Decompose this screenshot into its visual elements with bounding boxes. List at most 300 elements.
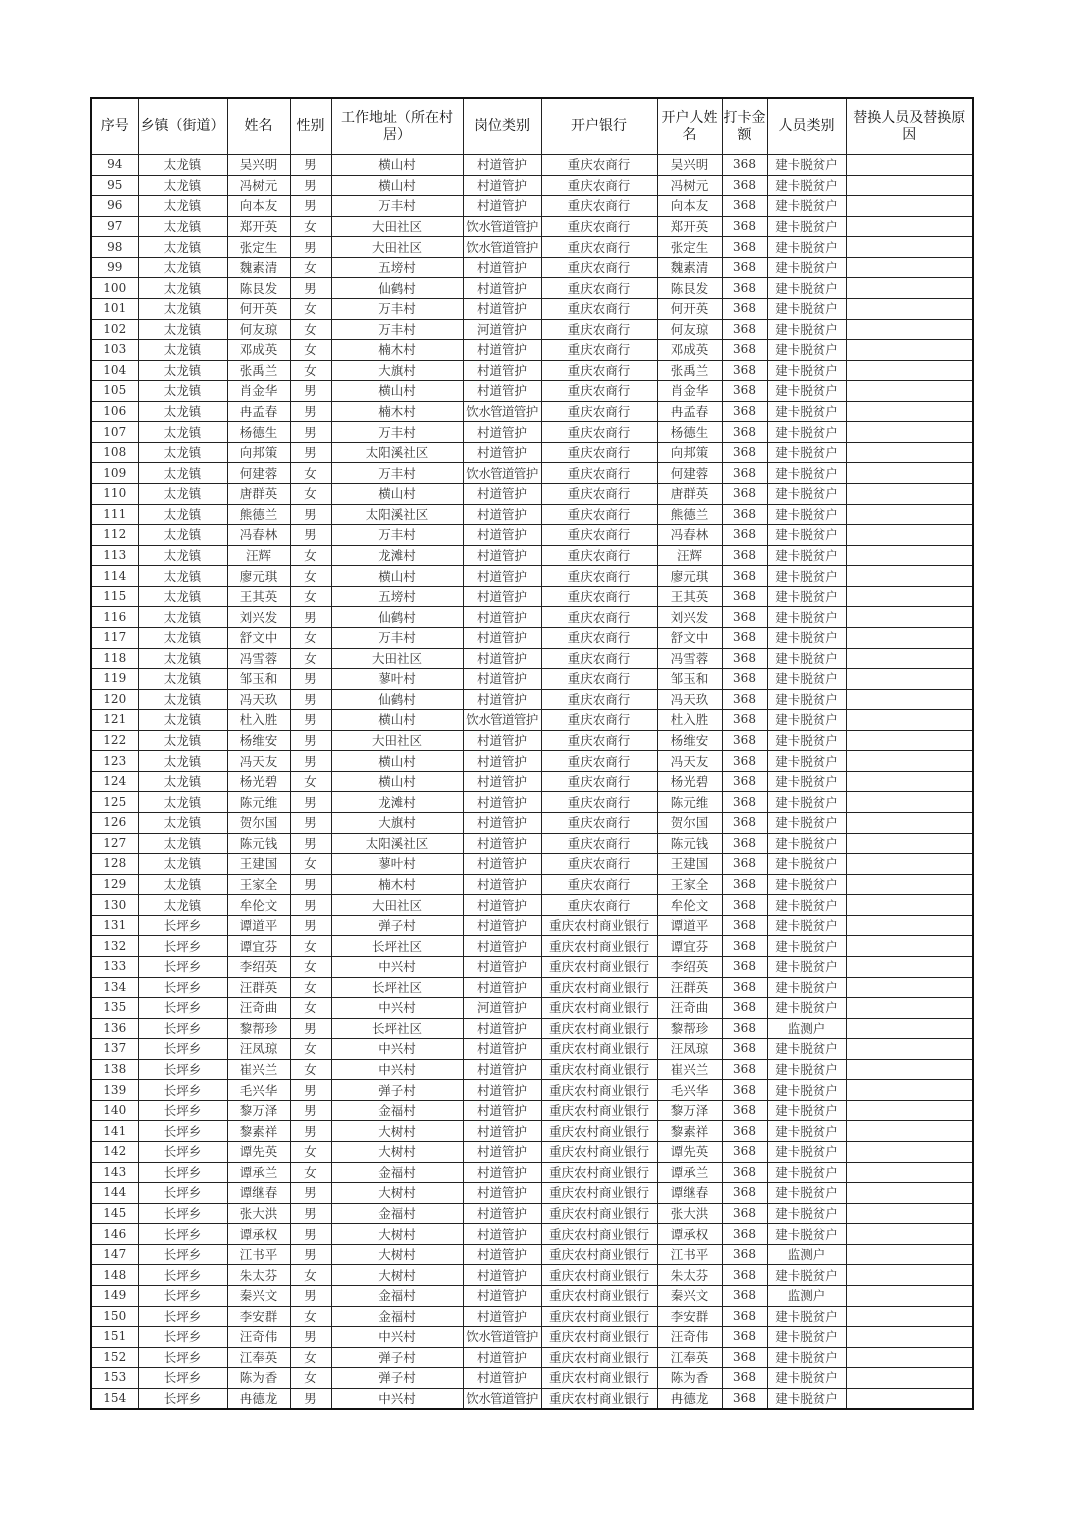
cell-seq: 130 [91, 895, 138, 916]
table-row [91, 936, 973, 957]
cell-gender: 女 [290, 854, 331, 875]
cell-replacement [846, 1244, 973, 1265]
cell-work-address: 仙鹤村 [331, 607, 463, 628]
cell-amount: 368 [722, 1080, 767, 1101]
cell-name: 王其英 [227, 586, 290, 607]
cell-post-type: 村道管护 [463, 854, 541, 875]
cell-replacement [846, 792, 973, 813]
cell-seq: 151 [91, 1327, 138, 1348]
cell-amount: 368 [722, 813, 767, 834]
cell-person-type: 建卡脱贫户 [767, 1203, 846, 1224]
cell-account-holder: 王建国 [657, 854, 722, 875]
cell-town: 太龙镇 [138, 669, 227, 690]
cell-replacement [846, 689, 973, 710]
cell-seq: 126 [91, 813, 138, 834]
cell-seq: 141 [91, 1121, 138, 1142]
cell-post-type: 村道管护 [463, 1203, 541, 1224]
cell-bank: 重庆农商行 [541, 422, 657, 443]
table-row [91, 1347, 973, 1368]
cell-amount: 368 [722, 319, 767, 340]
cell-post-type: 河道管护 [463, 319, 541, 340]
cell-replacement [846, 833, 973, 854]
cell-seq: 97 [91, 216, 138, 237]
cell-seq: 154 [91, 1388, 138, 1409]
cell-town: 太龙镇 [138, 278, 227, 299]
table-row [91, 278, 973, 299]
cell-amount: 368 [722, 1018, 767, 1039]
table-row [91, 566, 973, 587]
cell-bank: 重庆农村商业银行 [541, 1162, 657, 1183]
table-row [91, 422, 973, 443]
cell-account-holder: 汪群英 [657, 977, 722, 998]
cell-account-holder: 谭承权 [657, 1224, 722, 1245]
cell-replacement [846, 1347, 973, 1368]
cell-replacement [846, 175, 973, 196]
cell-amount: 368 [722, 545, 767, 566]
cell-bank: 重庆农村商业银行 [541, 1018, 657, 1039]
cell-replacement [846, 936, 973, 957]
cell-name: 陈为香 [227, 1368, 290, 1389]
cell-name: 熊德兰 [227, 504, 290, 525]
cell-work-address: 中兴村 [331, 1388, 463, 1409]
cell-person-type: 建卡脱贫户 [767, 196, 846, 217]
cell-seq: 110 [91, 484, 138, 505]
cell-person-type: 建卡脱贫户 [767, 504, 846, 525]
table-row [91, 360, 973, 381]
cell-post-type: 村道管护 [463, 1368, 541, 1389]
cell-bank: 重庆农村商业银行 [541, 1039, 657, 1060]
cell-account-holder: 何友琼 [657, 319, 722, 340]
cell-bank: 重庆农商行 [541, 442, 657, 463]
cell-seq: 112 [91, 525, 138, 546]
cell-account-holder: 何建蓉 [657, 463, 722, 484]
cell-name: 杨光碧 [227, 771, 290, 792]
table-row [91, 1368, 973, 1389]
cell-person-type: 建卡脱贫户 [767, 689, 846, 710]
cell-account-holder: 王家全 [657, 874, 722, 895]
cell-replacement [846, 1265, 973, 1286]
cell-bank: 重庆农商行 [541, 648, 657, 669]
cell-gender: 男 [290, 792, 331, 813]
cell-seq: 115 [91, 586, 138, 607]
cell-account-holder: 江书平 [657, 1244, 722, 1265]
table-row [91, 340, 973, 361]
cell-name: 江奉英 [227, 1347, 290, 1368]
cell-account-holder: 江奉英 [657, 1347, 722, 1368]
cell-person-type: 建卡脱贫户 [767, 1142, 846, 1163]
cell-account-holder: 谭承兰 [657, 1162, 722, 1183]
cell-post-type: 村道管护 [463, 1162, 541, 1183]
cell-work-address: 大田社区 [331, 237, 463, 258]
cell-amount: 368 [722, 874, 767, 895]
cell-work-address: 龙滩村 [331, 545, 463, 566]
cell-seq: 140 [91, 1100, 138, 1121]
cell-gender: 男 [290, 1203, 331, 1224]
cell-account-holder: 冉孟春 [657, 401, 722, 422]
cell-post-type: 村道管护 [463, 360, 541, 381]
cell-seq: 108 [91, 442, 138, 463]
cell-account-holder: 吴兴明 [657, 155, 722, 176]
cell-account-holder: 李安群 [657, 1306, 722, 1327]
table-row [91, 463, 973, 484]
cell-work-address: 万丰村 [331, 525, 463, 546]
table-row [91, 1039, 973, 1060]
cell-seq: 117 [91, 627, 138, 648]
cell-account-holder: 汪奇伟 [657, 1327, 722, 1348]
cell-replacement [846, 1285, 973, 1306]
cell-bank: 重庆农村商业银行 [541, 1121, 657, 1142]
cell-work-address: 横山村 [331, 175, 463, 196]
cell-bank: 重庆农村商业银行 [541, 998, 657, 1019]
cell-account-holder: 邹玉和 [657, 669, 722, 690]
table-row [91, 1388, 973, 1409]
cell-replacement [846, 237, 973, 258]
cell-amount: 368 [722, 1039, 767, 1060]
cell-town: 太龙镇 [138, 422, 227, 443]
cell-gender: 女 [290, 1059, 331, 1080]
cell-person-type: 建卡脱贫户 [767, 895, 846, 916]
cell-gender: 男 [290, 175, 331, 196]
cell-bank: 重庆农商行 [541, 854, 657, 875]
cell-person-type: 建卡脱贫户 [767, 216, 846, 237]
cell-person-type: 建卡脱贫户 [767, 710, 846, 731]
cell-post-type: 村道管护 [463, 792, 541, 813]
table-row [91, 607, 973, 628]
cell-replacement [846, 1121, 973, 1142]
cell-person-type: 建卡脱贫户 [767, 1327, 846, 1348]
cell-seq: 124 [91, 771, 138, 792]
cell-town: 太龙镇 [138, 298, 227, 319]
cell-seq: 152 [91, 1347, 138, 1368]
cell-post-type: 村道管护 [463, 895, 541, 916]
cell-name: 黎万泽 [227, 1100, 290, 1121]
table-row [91, 854, 973, 875]
cell-person-type: 建卡脱贫户 [767, 1039, 846, 1060]
cell-town: 长坪乡 [138, 915, 227, 936]
cell-work-address: 横山村 [331, 566, 463, 587]
cell-gender: 女 [290, 1306, 331, 1327]
cell-work-address: 大树村 [331, 1121, 463, 1142]
cell-account-holder: 谭继春 [657, 1183, 722, 1204]
table-row [91, 1203, 973, 1224]
cell-gender: 男 [290, 442, 331, 463]
cell-town: 太龙镇 [138, 381, 227, 402]
cell-work-address: 横山村 [331, 751, 463, 772]
cell-gender: 男 [290, 1183, 331, 1204]
cell-account-holder: 秦兴文 [657, 1285, 722, 1306]
cell-seq: 125 [91, 792, 138, 813]
cell-amount: 368 [722, 833, 767, 854]
cell-gender: 男 [290, 1244, 331, 1265]
cell-amount: 368 [722, 977, 767, 998]
cell-bank: 重庆农商行 [541, 751, 657, 772]
cell-amount: 368 [722, 525, 767, 546]
cell-replacement [846, 1306, 973, 1327]
cell-bank: 重庆农商行 [541, 874, 657, 895]
cell-account-holder: 贺尔国 [657, 813, 722, 834]
cell-seq: 101 [91, 298, 138, 319]
cell-seq: 132 [91, 936, 138, 957]
cell-seq: 136 [91, 1018, 138, 1039]
table-row [91, 792, 973, 813]
table-row [91, 504, 973, 525]
cell-bank: 重庆农村商业银行 [541, 1285, 657, 1306]
cell-bank: 重庆农商行 [541, 175, 657, 196]
table-row [91, 298, 973, 319]
cell-name: 冯天友 [227, 751, 290, 772]
cell-town: 太龙镇 [138, 237, 227, 258]
cell-post-type: 村道管护 [463, 381, 541, 402]
cell-seq: 111 [91, 504, 138, 525]
cell-gender: 男 [290, 381, 331, 402]
cell-amount: 368 [722, 607, 767, 628]
cell-amount: 368 [722, 360, 767, 381]
cell-name: 黎帮珍 [227, 1018, 290, 1039]
cell-replacement [846, 956, 973, 977]
cell-bank: 重庆农商行 [541, 319, 657, 340]
cell-name: 邹玉和 [227, 669, 290, 690]
cell-seq: 148 [91, 1265, 138, 1286]
cell-person-type: 建卡脱贫户 [767, 1162, 846, 1183]
cell-seq: 143 [91, 1162, 138, 1183]
cell-post-type: 村道管护 [463, 278, 541, 299]
cell-seq: 109 [91, 463, 138, 484]
cell-amount: 368 [722, 771, 767, 792]
cell-bank: 重庆农村商业银行 [541, 1388, 657, 1409]
table-row [91, 627, 973, 648]
cell-replacement [846, 442, 973, 463]
cell-town: 太龙镇 [138, 525, 227, 546]
cell-town: 长坪乡 [138, 1224, 227, 1245]
cell-post-type: 村道管护 [463, 196, 541, 217]
cell-person-type: 监测户 [767, 1285, 846, 1306]
cell-town: 太龙镇 [138, 196, 227, 217]
cell-person-type: 建卡脱贫户 [767, 401, 846, 422]
cell-replacement [846, 278, 973, 299]
cell-name: 陈元维 [227, 792, 290, 813]
cell-person-type: 建卡脱贫户 [767, 175, 846, 196]
cell-person-type: 建卡脱贫户 [767, 1059, 846, 1080]
cell-town: 长坪乡 [138, 1203, 227, 1224]
cell-person-type: 建卡脱贫户 [767, 484, 846, 505]
cell-work-address: 长坪社区 [331, 936, 463, 957]
cell-amount: 368 [722, 936, 767, 957]
cell-bank: 重庆农商行 [541, 340, 657, 361]
cell-bank: 重庆农商行 [541, 813, 657, 834]
cell-post-type: 村道管护 [463, 545, 541, 566]
cell-gender: 女 [290, 360, 331, 381]
cell-account-holder: 冯春林 [657, 525, 722, 546]
table-row [91, 669, 973, 690]
cell-work-address: 大田社区 [331, 216, 463, 237]
cell-work-address: 金福村 [331, 1100, 463, 1121]
cell-name: 郑开英 [227, 216, 290, 237]
cell-name: 刘兴发 [227, 607, 290, 628]
cell-gender: 男 [290, 525, 331, 546]
cell-replacement [846, 1388, 973, 1409]
cell-work-address: 横山村 [331, 381, 463, 402]
cell-seq: 100 [91, 278, 138, 299]
table-row [91, 1183, 973, 1204]
cell-town: 太龙镇 [138, 175, 227, 196]
cell-seq: 123 [91, 751, 138, 772]
cell-seq: 94 [91, 155, 138, 176]
cell-name: 舒文中 [227, 627, 290, 648]
cell-work-address: 龙滩村 [331, 792, 463, 813]
cell-replacement [846, 771, 973, 792]
cell-person-type: 建卡脱贫户 [767, 1347, 846, 1368]
cell-name: 谭先英 [227, 1142, 290, 1163]
cell-replacement [846, 607, 973, 628]
table-row [91, 833, 973, 854]
cell-account-holder: 冯天玖 [657, 689, 722, 710]
cell-bank: 重庆农商行 [541, 401, 657, 422]
cell-gender: 女 [290, 298, 331, 319]
table-row [91, 956, 973, 977]
cell-town: 长坪乡 [138, 1018, 227, 1039]
cell-gender: 女 [290, 1142, 331, 1163]
header-bank: 开户银行 [541, 98, 657, 155]
cell-work-address: 太阳溪社区 [331, 504, 463, 525]
cell-account-holder: 郑开英 [657, 216, 722, 237]
cell-work-address: 万丰村 [331, 196, 463, 217]
cell-account-holder: 黎万泽 [657, 1100, 722, 1121]
cell-post-type: 村道管护 [463, 340, 541, 361]
cell-account-holder: 毛兴华 [657, 1080, 722, 1101]
table-row [91, 1121, 973, 1142]
cell-replacement [846, 895, 973, 916]
cell-gender: 女 [290, 586, 331, 607]
cell-person-type: 监测户 [767, 1244, 846, 1265]
cell-amount: 368 [722, 1265, 767, 1286]
cell-post-type: 村道管护 [463, 833, 541, 854]
cell-bank: 重庆农村商业银行 [541, 1142, 657, 1163]
cell-person-type: 建卡脱贫户 [767, 1265, 846, 1286]
cell-post-type: 村道管护 [463, 1265, 541, 1286]
cell-amount: 368 [722, 1327, 767, 1348]
cell-name: 李绍英 [227, 956, 290, 977]
cell-gender: 男 [290, 1100, 331, 1121]
cell-town: 太龙镇 [138, 689, 227, 710]
cell-person-type: 建卡脱贫户 [767, 340, 846, 361]
cell-account-holder: 冯雪蓉 [657, 648, 722, 669]
cell-seq: 144 [91, 1183, 138, 1204]
cell-town: 太龙镇 [138, 257, 227, 278]
cell-account-holder: 陈为香 [657, 1368, 722, 1389]
cell-work-address: 中兴村 [331, 1327, 463, 1348]
cell-person-type: 建卡脱贫户 [767, 833, 846, 854]
cell-replacement [846, 1368, 973, 1389]
cell-amount: 368 [722, 1388, 767, 1409]
cell-work-address: 万丰村 [331, 627, 463, 648]
cell-amount: 368 [722, 442, 767, 463]
cell-replacement [846, 319, 973, 340]
cell-gender: 男 [290, 669, 331, 690]
table-row [91, 730, 973, 751]
cell-seq: 128 [91, 854, 138, 875]
cell-name: 陈元钱 [227, 833, 290, 854]
cell-post-type: 村道管护 [463, 257, 541, 278]
cell-amount: 368 [722, 998, 767, 1019]
cell-work-address: 大树村 [331, 1183, 463, 1204]
cell-seq: 129 [91, 874, 138, 895]
cell-bank: 重庆农商行 [541, 545, 657, 566]
cell-post-type: 饮水管道管护 [463, 1327, 541, 1348]
cell-gender: 女 [290, 998, 331, 1019]
cell-replacement [846, 1142, 973, 1163]
cell-name: 唐群英 [227, 484, 290, 505]
cell-post-type: 村道管护 [463, 627, 541, 648]
cell-work-address: 五塝村 [331, 586, 463, 607]
cell-seq: 149 [91, 1285, 138, 1306]
cell-post-type: 村道管护 [463, 977, 541, 998]
cell-replacement [846, 1183, 973, 1204]
cell-work-address: 横山村 [331, 155, 463, 176]
cell-work-address: 蓼叶村 [331, 669, 463, 690]
cell-town: 太龙镇 [138, 895, 227, 916]
cell-seq: 121 [91, 710, 138, 731]
cell-work-address: 楠木村 [331, 874, 463, 895]
cell-bank: 重庆农村商业银行 [541, 956, 657, 977]
cell-name: 秦兴文 [227, 1285, 290, 1306]
cell-post-type: 村道管护 [463, 607, 541, 628]
cell-account-holder: 张禹兰 [657, 360, 722, 381]
cell-name: 谭道平 [227, 915, 290, 936]
cell-amount: 368 [722, 854, 767, 875]
cell-amount: 368 [722, 586, 767, 607]
cell-person-type: 建卡脱贫户 [767, 854, 846, 875]
cell-person-type: 建卡脱贫户 [767, 319, 846, 340]
cell-account-holder: 谭先英 [657, 1142, 722, 1163]
cell-post-type: 村道管护 [463, 566, 541, 587]
cell-replacement [846, 1018, 973, 1039]
cell-account-holder: 王其英 [657, 586, 722, 607]
cell-name: 何建蓉 [227, 463, 290, 484]
cell-person-type: 建卡脱贫户 [767, 1183, 846, 1204]
cell-work-address: 中兴村 [331, 956, 463, 977]
cell-work-address: 万丰村 [331, 463, 463, 484]
cell-post-type: 村道管护 [463, 730, 541, 751]
cell-town: 长坪乡 [138, 1244, 227, 1265]
cell-post-type: 村道管护 [463, 1080, 541, 1101]
cell-work-address: 万丰村 [331, 319, 463, 340]
cell-person-type: 建卡脱贫户 [767, 771, 846, 792]
cell-town: 太龙镇 [138, 566, 227, 587]
cell-account-holder: 谭道平 [657, 915, 722, 936]
cell-gender: 男 [290, 874, 331, 895]
cell-replacement [846, 998, 973, 1019]
cell-name: 汪辉 [227, 545, 290, 566]
cell-bank: 重庆农村商业银行 [541, 1183, 657, 1204]
cell-bank: 重庆农商行 [541, 504, 657, 525]
cell-post-type: 村道管护 [463, 956, 541, 977]
cell-work-address: 大田社区 [331, 730, 463, 751]
cell-seq: 96 [91, 196, 138, 217]
cell-replacement [846, 196, 973, 217]
cell-bank: 重庆农商行 [541, 278, 657, 299]
cell-amount: 368 [722, 792, 767, 813]
cell-amount: 368 [722, 669, 767, 690]
cell-town: 长坪乡 [138, 1347, 227, 1368]
cell-work-address: 大树村 [331, 1224, 463, 1245]
roster-table [90, 97, 974, 1410]
cell-name: 黎素祥 [227, 1121, 290, 1142]
cell-gender: 女 [290, 319, 331, 340]
cell-amount: 368 [722, 689, 767, 710]
cell-town: 太龙镇 [138, 504, 227, 525]
cell-town: 太龙镇 [138, 751, 227, 772]
cell-amount: 368 [722, 627, 767, 648]
